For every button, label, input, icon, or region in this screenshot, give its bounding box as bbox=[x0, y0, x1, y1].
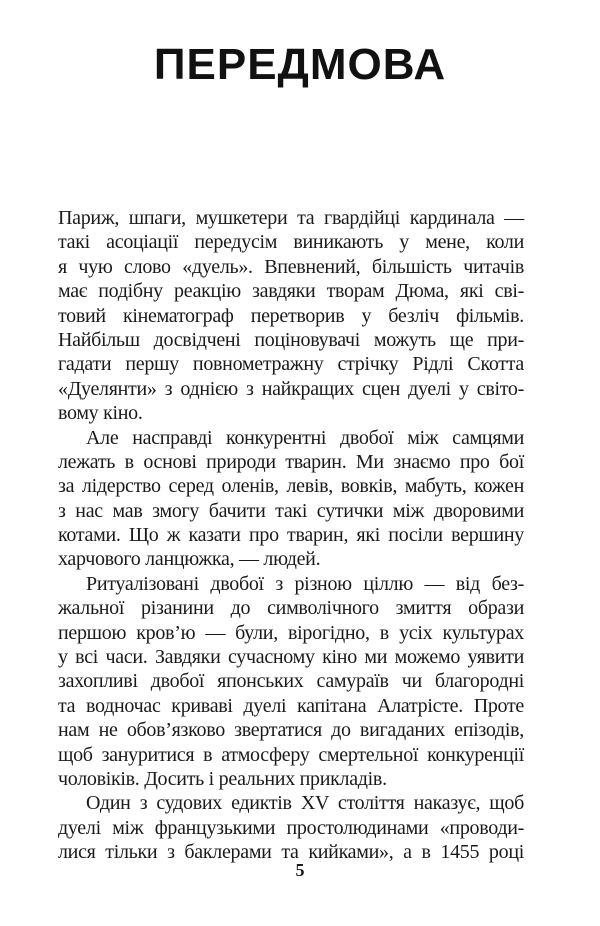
text-line: першою кров’ю — були, вірогідно, в усіх культурах bbox=[58, 621, 524, 644]
text-line: такі асоціації передусім виникають у мене, коли bbox=[58, 231, 524, 254]
text-line: я чую слово «дуель». Впевнений, більшість читачів bbox=[58, 255, 524, 278]
text-line: харчового ланцюжка, — людей. bbox=[58, 548, 321, 571]
text-line: лежать в основі природи тварин. Ми знаємо про бої bbox=[58, 450, 524, 473]
text-line: має подібну реакцію завдяки творам Дюма, які сві- bbox=[58, 280, 524, 303]
text-line: чоловіків. Досить і реальних прикладів. bbox=[58, 767, 387, 790]
text-line: «Дуелянти» з однією з найкращих сцен дуелі у світо- bbox=[58, 377, 524, 400]
text-line: лися тільки з баклерами та кийками», а в 1455 році bbox=[58, 841, 524, 864]
text-line: гадати першу повнометражну стрічку Рідлі Скотта bbox=[58, 353, 524, 376]
paragraph bbox=[58, 572, 524, 792]
text-line: Ритуалізовані двобої з різною ціллю — від без- bbox=[86, 572, 524, 595]
text-line: жальної різанини до символічного змиття образи bbox=[58, 597, 524, 620]
text-line: щоб зануритися в атмосферу смертельної конкуренції bbox=[58, 743, 524, 766]
text-line: з нас мав змогу бачити такі сутички між дворовими bbox=[58, 499, 524, 522]
text-line: за лідерство серед оленів, левів, вовків, мабуть, кожен bbox=[58, 475, 524, 498]
paragraph bbox=[58, 426, 524, 572]
text-line: вому кіно. bbox=[58, 402, 143, 425]
text-line: нам не обов’язково звертатися до вигаданих епізодів, bbox=[58, 719, 524, 742]
text-line: у всі часи. Завдяки сучасному кіно ми можемо уявити bbox=[58, 646, 524, 669]
paragraph bbox=[58, 206, 524, 426]
text-line: товий кінематограф перетворив у безліч фільмів. bbox=[58, 304, 524, 327]
text-line: дуелі між французькими простолюдинами «проводи- bbox=[58, 816, 524, 839]
paragraph bbox=[58, 791, 524, 864]
page-title: ПЕРЕДМОВА bbox=[153, 40, 447, 89]
page-number: 5 bbox=[295, 860, 305, 880]
text-line: Один з судових едиктів XV століття наказує, щоб bbox=[86, 792, 524, 815]
body-text bbox=[58, 206, 524, 865]
text-line: та водночас криваві дуелі капітана Алатрісте. Проте bbox=[58, 694, 524, 717]
text-line: Але насправді конкурентні двобої між самцями bbox=[86, 426, 524, 449]
text-line: захопливі двобої японських самураїв чи благородні bbox=[58, 670, 524, 693]
text-line: Найбільш досвідчені поціновувачі можуть ще при- bbox=[58, 328, 524, 351]
text-line: котами. Що ж казати про тварин, які посіли вершину bbox=[58, 524, 524, 547]
text-line: Париж, шпаги, мушкетери та гвардійці кардинала — bbox=[58, 207, 524, 229]
